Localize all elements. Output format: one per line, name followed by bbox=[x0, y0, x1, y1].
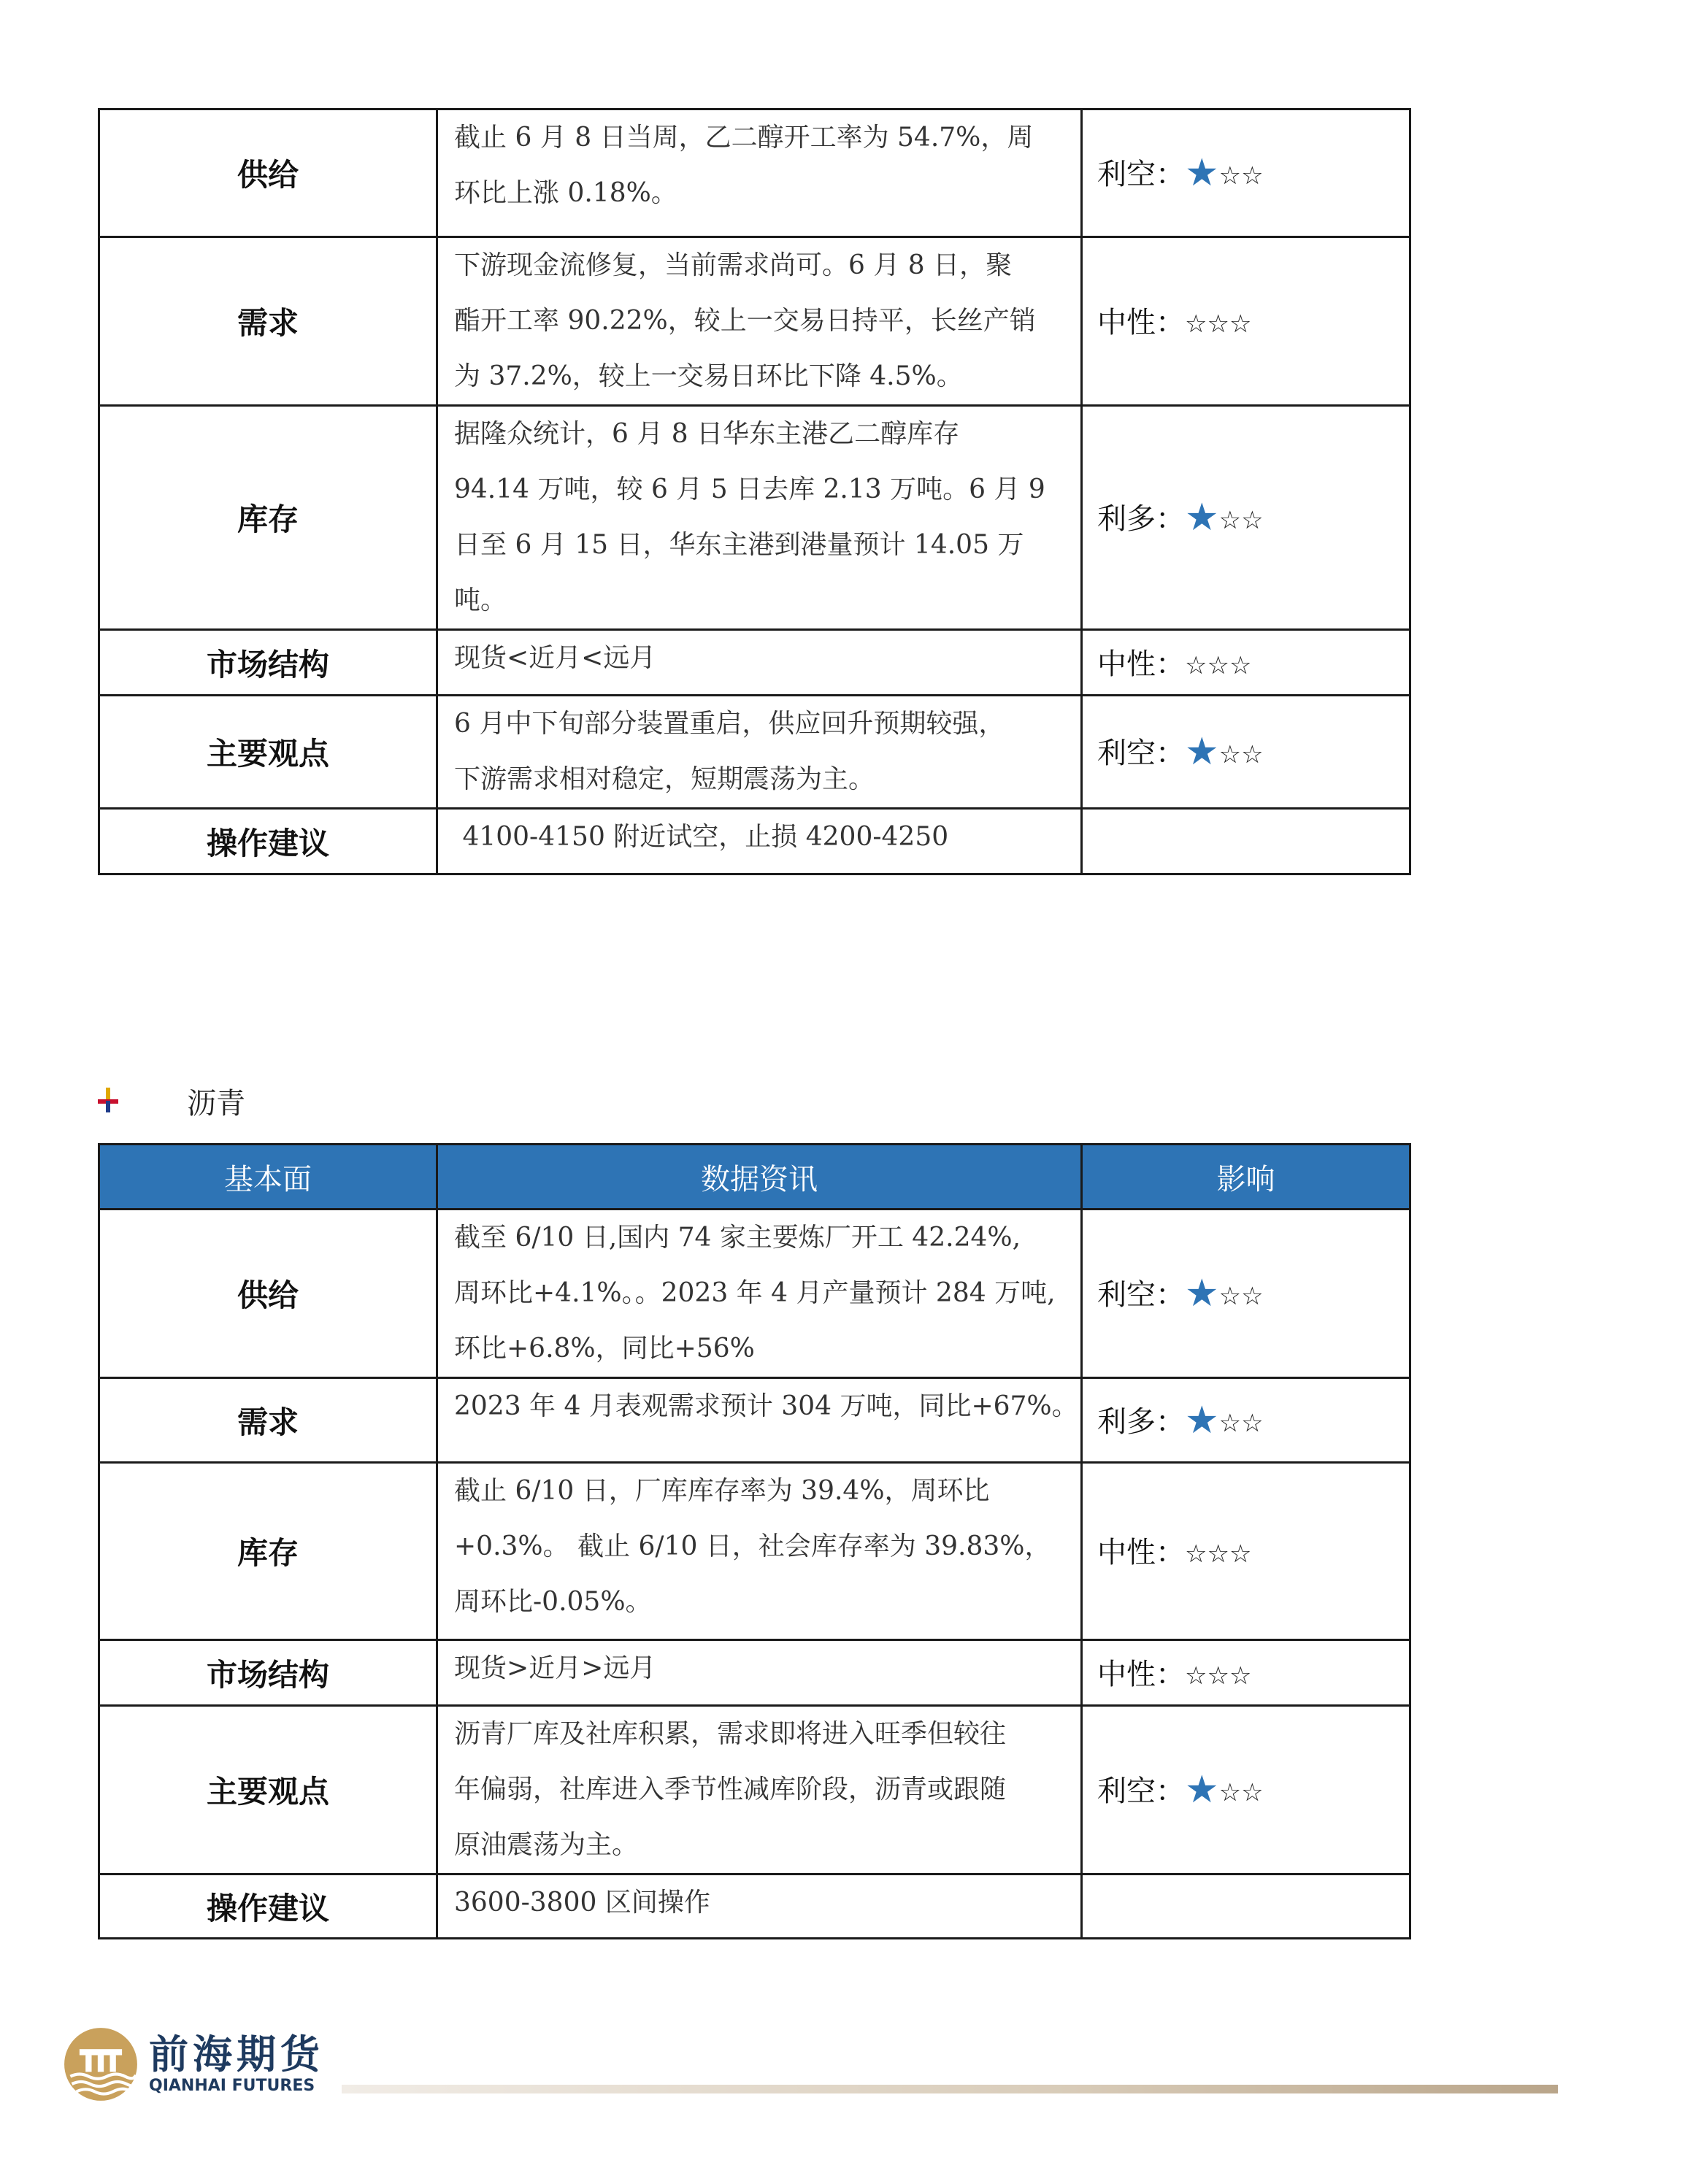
star-empty-icon: ☆☆ bbox=[1218, 1408, 1264, 1438]
row-value: 6 月中下旬部分装置重启，供应回升预期较强， 下游需求相对稳定，短期震荡为主。 bbox=[437, 696, 1082, 809]
impact-rating bbox=[1082, 630, 1410, 696]
impact-label: 利空： bbox=[1097, 1774, 1185, 1808]
star-filled-icon: ★ bbox=[1185, 1768, 1219, 1812]
star-empty-icon: ☆☆☆ bbox=[1185, 309, 1252, 339]
section-title: 沥青 bbox=[187, 1086, 245, 1120]
row-key: 库存 bbox=[99, 1463, 437, 1640]
impact-label: 利多： bbox=[1097, 502, 1185, 536]
row-key: 库存 bbox=[99, 406, 437, 630]
row-key: 操作建议 bbox=[99, 1875, 437, 1939]
bullet-cross-icon bbox=[95, 1088, 121, 1114]
row-key: 供给 bbox=[99, 109, 437, 237]
table-row bbox=[99, 1210, 1410, 1378]
column-header: 数据资讯 bbox=[437, 1145, 1082, 1210]
impact-rating bbox=[1082, 1378, 1410, 1463]
impact-label: 利空： bbox=[1097, 158, 1185, 191]
row-key: 需求 bbox=[99, 237, 437, 406]
table-row bbox=[99, 1875, 1410, 1939]
impact-rating bbox=[1082, 696, 1410, 809]
impact-label: 中性： bbox=[1097, 1536, 1185, 1569]
impact-rating bbox=[1082, 109, 1410, 237]
star-filled-icon: ★ bbox=[1185, 1272, 1219, 1315]
row-value: 下游现金流修复，当前需求尚可。6 月 8 日，聚 酯开工率 90.22%，较上一交易日持平，长丝产销 为 37.2%，较上一交易日环比下降 4.5%。 bbox=[437, 237, 1082, 406]
row-key: 主要观点 bbox=[99, 1706, 437, 1875]
table-row bbox=[99, 1463, 1410, 1640]
star-empty-icon: ☆☆☆ bbox=[1185, 650, 1252, 680]
impact-label: 利多： bbox=[1097, 1404, 1185, 1439]
impact-rating bbox=[1082, 809, 1410, 874]
row-key: 操作建议 bbox=[99, 809, 437, 874]
star-empty-icon: ☆☆ bbox=[1218, 1282, 1264, 1311]
table-row bbox=[99, 1706, 1410, 1875]
logo-chinese-name: 前海期货 bbox=[149, 2031, 324, 2077]
impact-rating bbox=[1082, 406, 1410, 630]
logo-wordmark bbox=[149, 2032, 324, 2096]
star-empty-icon: ☆☆ bbox=[1218, 740, 1264, 769]
table-header-row bbox=[99, 1145, 1410, 1210]
asphalt-table bbox=[98, 1143, 1411, 1939]
company-logo bbox=[63, 2026, 324, 2102]
row-key: 供给 bbox=[99, 1210, 437, 1378]
impact-label: 中性： bbox=[1097, 647, 1185, 681]
row-value: 截止 6/10 日，厂库库存率为 39.4%，周环比 +0.3%。 截止 6/10 日，社会库存率为 39.83%， 周环比-0.05%。 bbox=[437, 1463, 1082, 1640]
star-empty-icon: ☆☆ bbox=[1218, 1778, 1264, 1807]
row-value: 2023 年 4 月表观需求预计 304 万吨，同比+67%。 bbox=[437, 1378, 1082, 1463]
impact-rating bbox=[1082, 237, 1410, 406]
row-value: 现货>近月>远月 bbox=[437, 1640, 1082, 1706]
star-filled-icon: ★ bbox=[1185, 151, 1219, 195]
qianhai-logo-icon bbox=[63, 2026, 139, 2102]
star-empty-icon: ☆☆ bbox=[1218, 506, 1264, 535]
table-row bbox=[99, 809, 1410, 874]
row-key: 市场结构 bbox=[99, 630, 437, 696]
impact-rating bbox=[1082, 1640, 1410, 1706]
row-key: 需求 bbox=[99, 1378, 437, 1463]
star-empty-icon: ☆☆ bbox=[1218, 161, 1264, 191]
row-value: 沥青厂库及社库积累，需求即将进入旺季但较往 年偏弱，社库进入季节性减库阶段，沥青或跟随 原油震荡为主。 bbox=[437, 1706, 1082, 1875]
row-value: 现货<近月<远月 bbox=[437, 630, 1082, 696]
table-row bbox=[99, 237, 1410, 406]
row-value: 4100-4150 附近试空，止损 4200-4250 bbox=[437, 809, 1082, 874]
row-key: 主要观点 bbox=[99, 696, 437, 809]
impact-label: 利空： bbox=[1097, 737, 1185, 770]
row-value: 截止 6 月 8 日当周，乙二醇开工率为 54.7%，周 环比上涨 0.18%。 bbox=[437, 109, 1082, 237]
impact-rating bbox=[1082, 1210, 1410, 1378]
table-row bbox=[99, 630, 1410, 696]
star-empty-icon: ☆☆☆ bbox=[1185, 1661, 1252, 1691]
impact-label: 利空： bbox=[1097, 1278, 1185, 1312]
column-header: 影响 bbox=[1082, 1145, 1410, 1210]
footer-divider bbox=[342, 2085, 1558, 2093]
impact-rating bbox=[1082, 1875, 1410, 1939]
table-row bbox=[99, 1640, 1410, 1706]
row-key: 市场结构 bbox=[99, 1640, 437, 1706]
ethylene-glycol-table bbox=[98, 108, 1411, 875]
star-filled-icon: ★ bbox=[1185, 730, 1219, 774]
row-value: 据隆众统计，6 月 8 日华东主港乙二醇库存 94.14 万吨，较 6 月 5 日去库 2.13 万吨。6 月 9 日至 6 月 15 日，华东主港到港量预计 14.05 万 吨。 bbox=[437, 406, 1082, 630]
star-filled-icon: ★ bbox=[1185, 496, 1219, 539]
row-value: 截至 6/10 日,国内 74 家主要炼厂开工 42.24%, 周环比+4.1%。。2023 年 4 月产量预计 284 万吨, 环比+6.8%，同比+56% bbox=[437, 1210, 1082, 1378]
table-row bbox=[99, 406, 1410, 630]
row-value: 3600-3800 区间操作 bbox=[437, 1875, 1082, 1939]
star-empty-icon: ☆☆☆ bbox=[1185, 1539, 1252, 1569]
logo-english-name: QIANHAI FUTURES bbox=[149, 2077, 315, 2095]
table-row bbox=[99, 1378, 1410, 1463]
impact-rating bbox=[1082, 1706, 1410, 1875]
impact-label: 中性： bbox=[1097, 306, 1185, 339]
impact-label: 中性： bbox=[1097, 1657, 1185, 1691]
impact-rating bbox=[1082, 1463, 1410, 1640]
table-row bbox=[99, 696, 1410, 809]
section-heading bbox=[95, 1079, 245, 1123]
column-header: 基本面 bbox=[99, 1145, 437, 1210]
table-row bbox=[99, 109, 1410, 237]
star-filled-icon: ★ bbox=[1185, 1398, 1219, 1442]
